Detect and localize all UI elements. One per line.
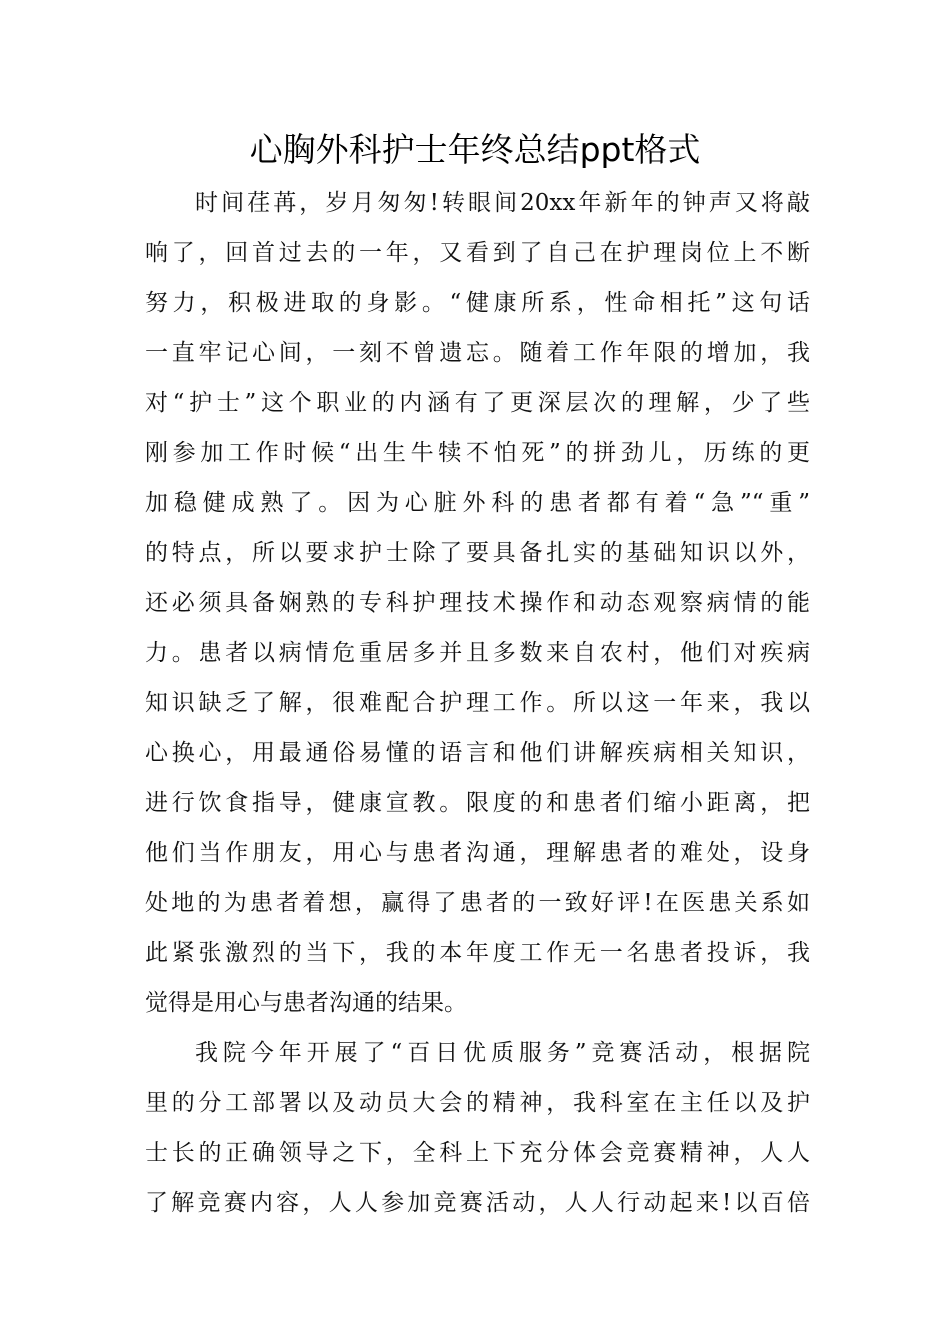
text-line: 我院今年开展了“百日优质服务”竞赛活动，根据院 bbox=[195, 1040, 810, 1066]
text-line: 心换心，用最通俗易懂的语言和他们讲解疾病相关知识， bbox=[145, 740, 810, 766]
paragraph-2 bbox=[145, 1028, 810, 1228]
text-line: 士长的正确领导之下，全科上下充分体会竞赛精神，人人 bbox=[145, 1140, 810, 1166]
text-line: 进行饮食指导，健康宣教。限度的和患者们缩小距离，把 bbox=[145, 790, 810, 816]
paragraph-1 bbox=[145, 178, 810, 1028]
text-line: 对“护士”这个职业的内涵有了更深层次的理解，少了些 bbox=[145, 390, 810, 416]
document-title: 心胸外科护士年终总结ppt格式 bbox=[249, 130, 701, 169]
text-line: 里的分工部署以及动员大会的精神，我科室在主任以及护 bbox=[145, 1090, 810, 1116]
text-line: 觉得是用心与患者沟通的结果。 bbox=[145, 990, 467, 1016]
text-line: 加稳健成熟了。因为心脏外科的患者都有着“急”“重” bbox=[145, 490, 810, 516]
text-line: 刚参加工作时候“出生牛犊不怕死”的拼劲儿，历练的更 bbox=[145, 440, 810, 466]
text-line: 的特点，所以要求护士除了要具备扎实的基础知识以外， bbox=[145, 540, 810, 566]
text-line: 努力，积极进取的身影。“健康所系，性命相托”这句话 bbox=[145, 290, 810, 316]
text-line: 响了，回首过去的一年，又看到了自己在护理岗位上不断 bbox=[145, 240, 810, 266]
text-line: 一直牢记心间，一刻不曾遗忘。随着工作年限的增加，我 bbox=[145, 340, 810, 366]
text-line: 时间荏苒，岁月匆匆!转眼间20xx年新年的钟声又将敲 bbox=[195, 190, 810, 216]
text-line: 还必须具备娴熟的专科护理技术操作和动态观察病情的能 bbox=[145, 590, 810, 616]
text-line: 了解竞赛内容，人人参加竞赛活动，人人行动起来!以百倍 bbox=[145, 1190, 810, 1216]
text-line: 力。患者以病情危重居多并且多数来自农村，他们对疾病 bbox=[145, 640, 810, 666]
text-line: 他们当作朋友，用心与患者沟通，理解患者的难处，设身 bbox=[145, 840, 810, 866]
text-line: 处地的为患者着想，赢得了患者的一致好评!在医患关系如 bbox=[145, 890, 810, 916]
text-line: 此紧张激烈的当下，我的本年度工作无一名患者投诉，我 bbox=[145, 940, 810, 966]
text-line: 知识缺乏了解，很难配合护理工作。所以这一年来，我以 bbox=[145, 690, 810, 716]
document-body bbox=[145, 178, 810, 1228]
